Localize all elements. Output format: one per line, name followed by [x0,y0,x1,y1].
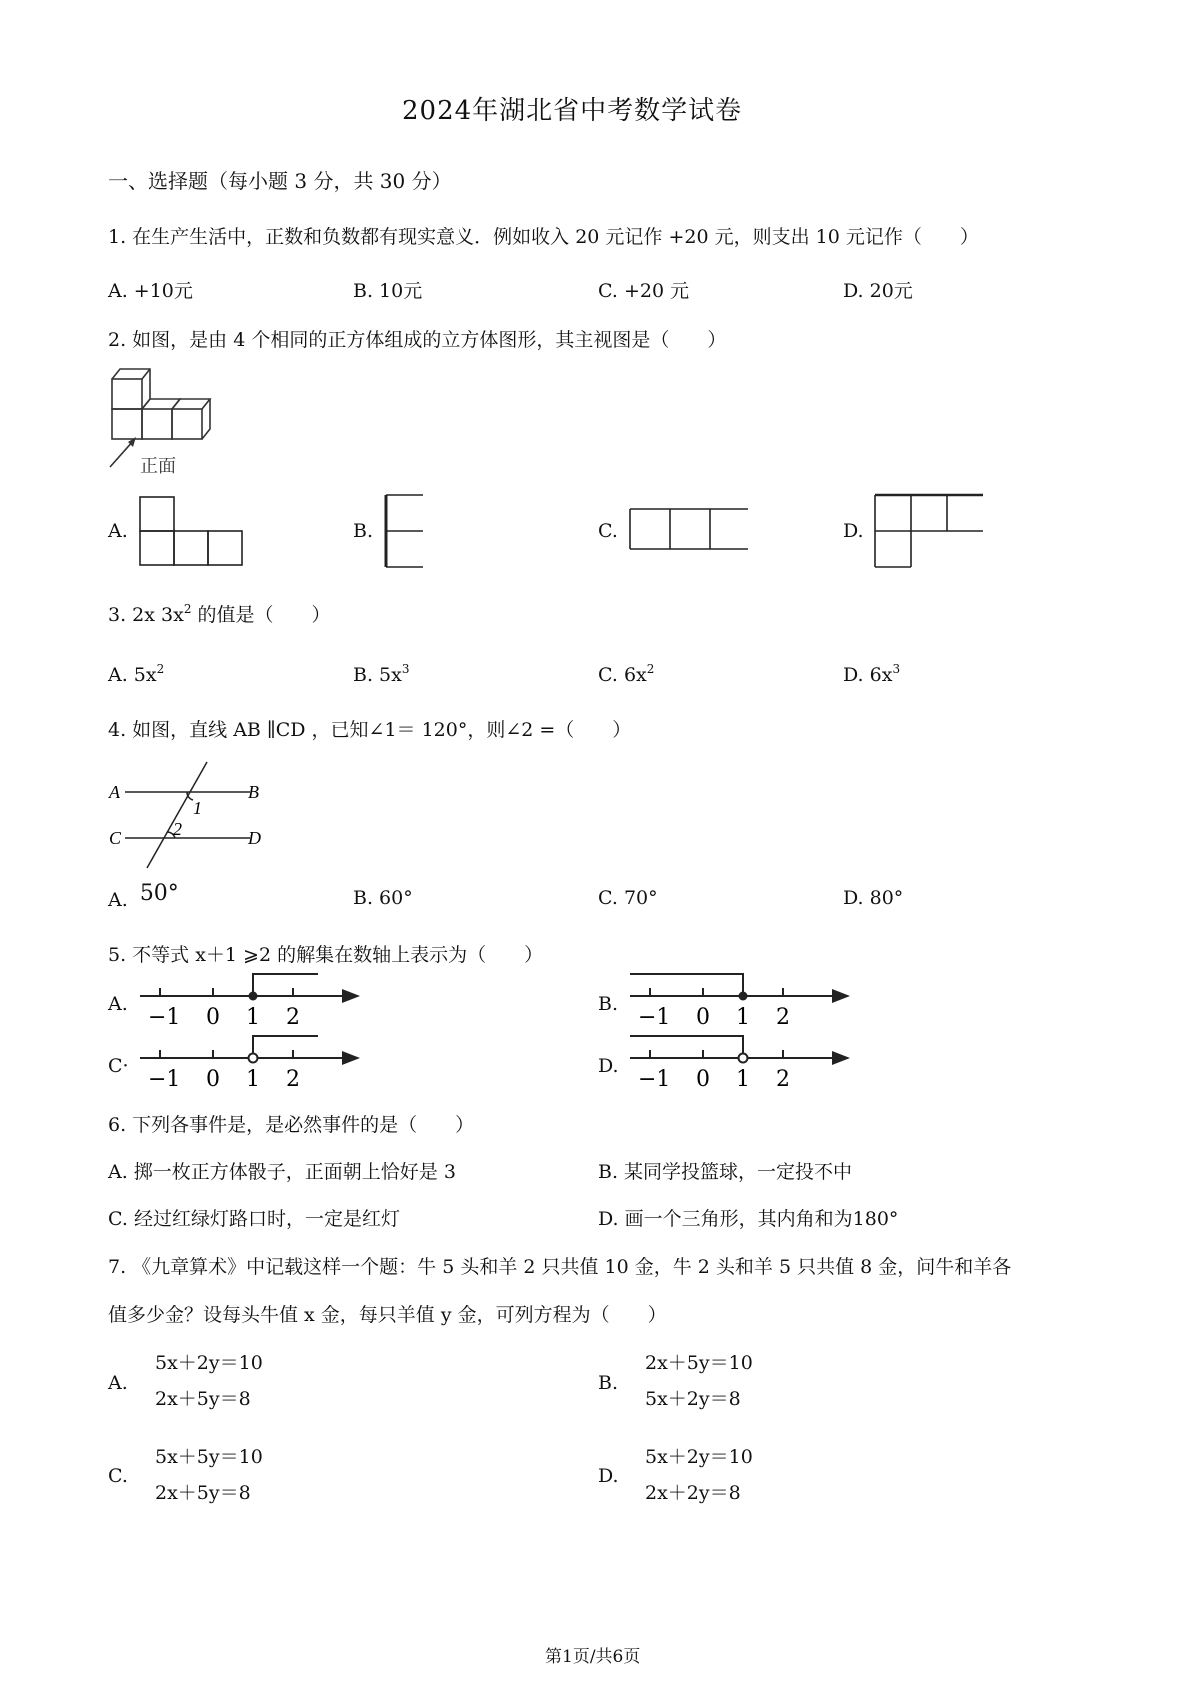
tick-d-1: −1 [638,1067,671,1092]
q3-stem-sup: 2 [183,602,192,616]
question-1-stem: 1. 在生产生活中，正数和负数都有现实意义．例如收入 20 元记作 +20 元，则支出 10 元记作（ ） [108,226,979,248]
q3-option-a-sup: 2 [156,662,165,676]
q3-option-d-text: D. 6x [843,664,893,686]
tick-a-1: −1 [148,1005,181,1030]
q5-option-d: D. [598,1055,619,1077]
q3-option-b [353,662,410,686]
q2-option-b-figure [383,493,433,573]
label-1: 1 [193,798,202,818]
page-title: 2024年湖北省中考数学试卷 [402,96,743,126]
q5-option-c: C· [108,1055,129,1077]
q2-option-a-figure [138,495,248,570]
tick-d-4: 2 [776,1067,790,1092]
q7-option-b-eq2: 5x＋2y＝8 [645,1388,741,1410]
q7-option-b: B. [598,1372,619,1394]
q7-option-a: A. [108,1372,128,1394]
q5-number-line-d [628,1034,858,1094]
question-7-stem-line2: 值多少金？设每头牛值 x 金，每只羊值 y 金，可列方程为（ ） [108,1304,667,1326]
tick-b-1: −1 [638,1005,671,1030]
q1-option-d: D. 20元 [843,280,913,302]
tick-c-3: 1 [246,1067,260,1092]
question-7-stem-line1: 7. 《九章算术》中记载这样一个题：牛 5 头和羊 2 只共值 10 金，牛 2 头和羊 5 只共值 8 金，问牛和羊各 [108,1256,1012,1278]
q6-option-d: D. 画一个三角形，其内角和为180° [598,1208,899,1230]
label-B: B [248,782,259,802]
q7-option-b-eq1: 2x＋5y＝10 [645,1352,753,1374]
q7-option-a-eq2: 2x＋5y＝8 [155,1388,251,1410]
q7-option-c-eq2: 2x＋5y＝8 [155,1482,251,1504]
q3-option-c-sup: 2 [646,662,655,676]
q7-option-c-eq1: 5x＋5y＝10 [155,1446,263,1468]
front-label: 正面 [140,456,176,477]
q5-number-line-b [628,972,858,1032]
tick-a-4: 2 [286,1005,300,1030]
page-footer: 第1页/共6页 [545,1647,641,1667]
section-heading: 一、选择题（每小题 3 分，共 30 分） [108,169,452,193]
tick-d-2: 0 [696,1067,710,1092]
q2-option-c-figure [628,507,753,557]
tick-c-2: 0 [206,1067,220,1092]
question-3-stem [108,600,331,627]
q4-option-d: D. 80° [843,887,904,909]
q2-option-a: A. [108,520,128,542]
q4-option-a [108,881,179,912]
q3-stem-pre: 3. 2x 3x [108,604,184,626]
tick-a-3: 1 [246,1005,260,1030]
q4-option-a-label: A. [108,889,128,911]
q7-option-a-eq1: 5x＋2y＝10 [155,1352,263,1374]
q6-option-c: C. 经过红绿灯路口时，一定是红灯 [108,1208,400,1230]
q3-option-a [108,662,164,686]
q2-option-c: C. [598,520,618,542]
q7-option-d: D. [598,1465,619,1487]
q3-option-c-text: C. 6x [598,664,647,686]
q3-option-d-sup: 3 [892,662,901,676]
q1-option-a: A. +10元 [108,280,193,302]
q3-option-b-sup: 3 [401,662,410,676]
label-C: C [109,828,122,848]
parallel-lines-figure [105,760,265,870]
question-2-stem: 2. 如图，是由 4 个相同的正方体组成的立方体图形，其主视图是（ ） [108,329,727,351]
question-4-stem: 4. 如图，直线 AB ∥CD ，已知∠1＝ 120°，则∠2 =（ ） [108,719,632,741]
q1-option-b: B. 10元 [353,280,423,302]
q2-option-d: D. [843,520,864,542]
label-D: D [248,828,261,848]
q5-number-line-a [138,972,368,1032]
q6-option-a: A. 掷一枚正方体骰子，正面朝上恰好是 3 [108,1161,456,1183]
tick-a-2: 0 [206,1005,220,1030]
tick-b-2: 0 [696,1005,710,1030]
q3-option-a-text: A. 5x [108,664,157,686]
q3-stem-post: 的值是（ ） [191,604,331,626]
tick-b-3: 1 [736,1005,750,1030]
q4-option-a-value: 50° [139,881,179,906]
q3-option-b-text: B. 5x [353,664,402,686]
q6-option-b: B. 某同学投篮球，一定投不中 [598,1161,853,1183]
tick-c-1: −1 [148,1067,181,1092]
tick-d-3: 1 [736,1067,750,1092]
q7-option-d-eq1: 5x＋2y＝10 [645,1446,753,1468]
label-2: 2 [173,819,182,839]
question-5-stem: 5. 不等式 x＋1 ⩾2 的解集在数轴上表示为（ ） [108,944,544,966]
q3-option-c [598,662,654,686]
q3-option-d [843,662,900,686]
q5-option-b: B. [598,993,619,1015]
q4-option-b: B. 60° [353,887,413,909]
tick-b-4: 2 [776,1005,790,1030]
q7-option-d-eq2: 2x＋2y＝8 [645,1482,741,1504]
q2-option-b: B. [353,520,374,542]
q4-option-c: C. 70° [598,887,658,909]
q2-option-d-figure [873,493,988,573]
q5-option-a: A. [108,993,128,1015]
label-A: A [109,782,120,802]
question-6-stem: 6. 下列各事件是，是必然事件的是（ ） [108,1114,475,1136]
tick-c-4: 2 [286,1067,300,1092]
q5-number-line-c [138,1034,368,1094]
q7-option-c: C. [108,1465,128,1487]
q1-option-c: C. +20 元 [598,280,690,302]
